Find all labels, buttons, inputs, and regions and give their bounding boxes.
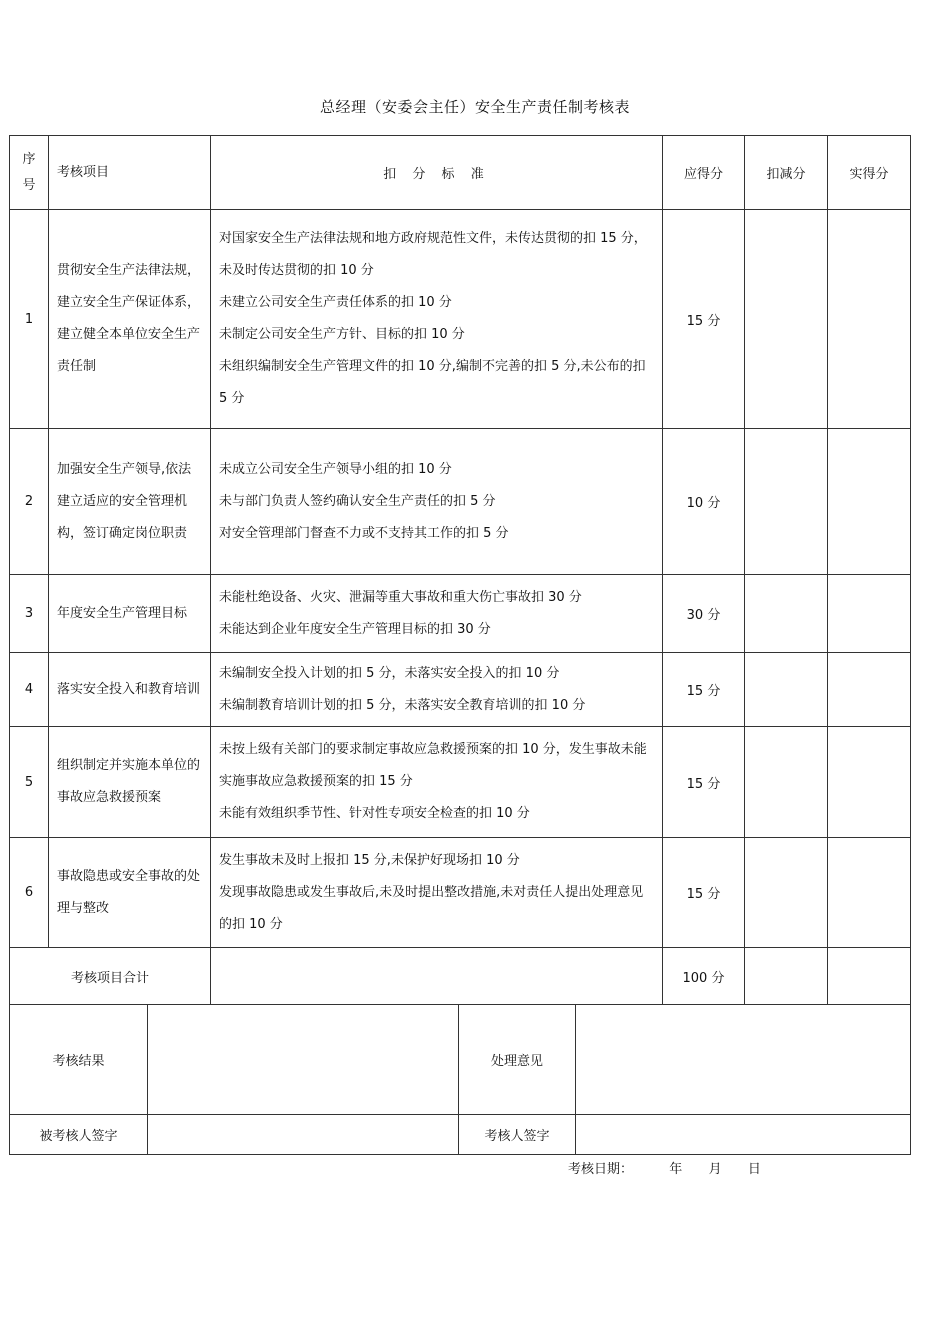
header-deduct: 扣减分 <box>745 136 828 210</box>
row-seq: 1 <box>10 210 49 429</box>
header-actual: 实得分 <box>828 136 911 210</box>
row-deduct[interactable] <box>745 653 828 727</box>
criteria-line: 未能杜绝设备、火灾、泄漏等重大事故和重大伤亡事故扣 30 分 <box>219 589 582 605</box>
row-due: 15 分 <box>663 838 745 948</box>
total-row <box>10 948 911 1005</box>
examinee-sign-label: 被考核人签字 <box>10 1115 148 1155</box>
result-row <box>10 1005 911 1115</box>
row-seq: 4 <box>10 653 49 727</box>
criteria-line: 未能有效组织季节性、针对性专项安全检查的扣 10 分 <box>219 806 530 821</box>
row-item: 加强安全生产领导,依法建立适应的安全管理机构，签订确定岗位职责 <box>49 429 211 575</box>
examiner-sign-field[interactable] <box>576 1115 911 1155</box>
row-due: 15 分 <box>663 653 745 727</box>
row-seq: 5 <box>10 727 49 838</box>
opinion-field[interactable] <box>576 1005 911 1115</box>
total-deduct[interactable] <box>745 948 828 1005</box>
row-due: 30 分 <box>663 575 745 653</box>
row-actual[interactable] <box>828 653 911 727</box>
table-header-row <box>10 136 911 210</box>
criteria-line: 未组织编制安全生产管理文件的扣 10 分,编制不完善的扣 5 分,未公布的扣 5 分 <box>219 359 646 406</box>
header-item: 考核项目 <box>49 136 211 210</box>
criteria-line: 未制定公司安全生产方针、目标的扣 10 分 <box>219 327 465 342</box>
total-label: 考核项目合计 <box>10 948 211 1005</box>
criteria-line: 未建立公司安全生产责任体系的扣 10 分 <box>219 295 452 310</box>
row-actual[interactable] <box>828 575 911 653</box>
row-due: 10 分 <box>663 429 745 575</box>
table-row <box>10 727 911 838</box>
assessment-date <box>568 1158 761 1177</box>
result-label: 考核结果 <box>10 1005 148 1115</box>
row-actual[interactable] <box>828 429 911 575</box>
criteria-line: 发现事故隐患或发生事故后,未及时提出整改措施,未对责任人提出处理意见的扣 10 分 <box>219 884 644 932</box>
table-row <box>10 429 911 575</box>
row-deduct[interactable] <box>745 838 828 948</box>
criteria-line: 发生事故未及时上报扣 15 分,未保护好现场扣 10 分 <box>219 852 520 868</box>
row-seq: 2 <box>10 429 49 575</box>
criteria-line: 未与部门负责人签约确认安全生产责任的扣 5 分 <box>219 493 496 509</box>
row-seq: 3 <box>10 575 49 653</box>
criteria-line: 未编制教育培训计划的扣 5 分，未落实安全教育培训的扣 10 分 <box>219 697 586 713</box>
examiner-sign-label: 考核人签字 <box>459 1115 576 1155</box>
header-seq: 序号 <box>10 136 49 210</box>
row-deduct[interactable] <box>745 210 828 429</box>
row-deduct[interactable] <box>745 575 828 653</box>
row-item: 组织制定并实施本单位的事故应急救援预案 <box>49 727 211 838</box>
row-item: 事故隐患或安全事故的处理与整改 <box>49 838 211 948</box>
criteria-line: 对国家安全生产法律法规和地方政府规范性文件，未传达贯彻的扣 15 分，未及时传达贯彻的扣 10 分 <box>219 231 647 278</box>
opinion-label: 处理意见 <box>459 1005 576 1115</box>
table-row <box>10 210 911 429</box>
row-criteria <box>211 429 663 575</box>
result-field[interactable] <box>148 1005 459 1115</box>
criteria-line: 未编制安全投入计划的扣 5 分，未落实安全投入的扣 10 分 <box>219 665 560 681</box>
page-title: 总经理（安委会主任）安全生产责任制考核表 <box>319 98 630 116</box>
total-criteria-blank <box>211 948 663 1005</box>
table-row <box>10 838 911 948</box>
row-criteria <box>211 575 663 653</box>
criteria-line: 未按上级有关部门的要求制定事故应急救援预案的扣 10 分，发生事故未能实施事故应急救援预案的扣 15 分 <box>219 742 647 789</box>
row-due: 15 分 <box>663 727 745 838</box>
row-seq: 6 <box>10 838 49 948</box>
date-day: 日 <box>747 1162 761 1177</box>
header-criteria: 扣 分 标 准 <box>211 136 663 210</box>
examinee-sign-field[interactable] <box>148 1115 459 1155</box>
row-actual[interactable] <box>828 727 911 838</box>
row-due: 15 分 <box>663 210 745 429</box>
date-month: 月 <box>708 1162 722 1177</box>
row-criteria <box>211 838 663 948</box>
date-year: 年 <box>669 1162 683 1177</box>
row-deduct[interactable] <box>745 429 828 575</box>
total-due: 100 分 <box>663 948 745 1005</box>
row-actual[interactable] <box>828 210 911 429</box>
criteria-line: 对安全管理部门督查不力或不支持其工作的扣 5 分 <box>219 525 509 541</box>
criteria-line: 未能达到企业年度安全生产管理目标的扣 30 分 <box>219 621 491 637</box>
table-row <box>10 653 911 727</box>
header-due: 应得分 <box>663 136 745 210</box>
row-criteria <box>211 653 663 727</box>
assessment-table <box>9 135 911 1005</box>
table-row <box>10 575 911 653</box>
row-criteria <box>211 727 663 838</box>
row-item: 年度安全生产管理目标 <box>49 575 211 653</box>
row-actual[interactable] <box>828 838 911 948</box>
date-label: 考核日期： <box>568 1162 634 1177</box>
criteria-line: 未成立公司安全生产领导小组的扣 10 分 <box>219 461 452 477</box>
signature-table <box>9 1004 911 1155</box>
row-deduct[interactable] <box>745 727 828 838</box>
signature-row <box>10 1115 911 1155</box>
row-criteria <box>211 210 663 429</box>
row-item: 贯彻安全生产法律法规，建立安全生产保证体系，建立健全本单位安全生产责任制 <box>49 210 211 429</box>
total-actual[interactable] <box>828 948 911 1005</box>
row-item: 落实安全投入和教育培训 <box>49 653 211 727</box>
